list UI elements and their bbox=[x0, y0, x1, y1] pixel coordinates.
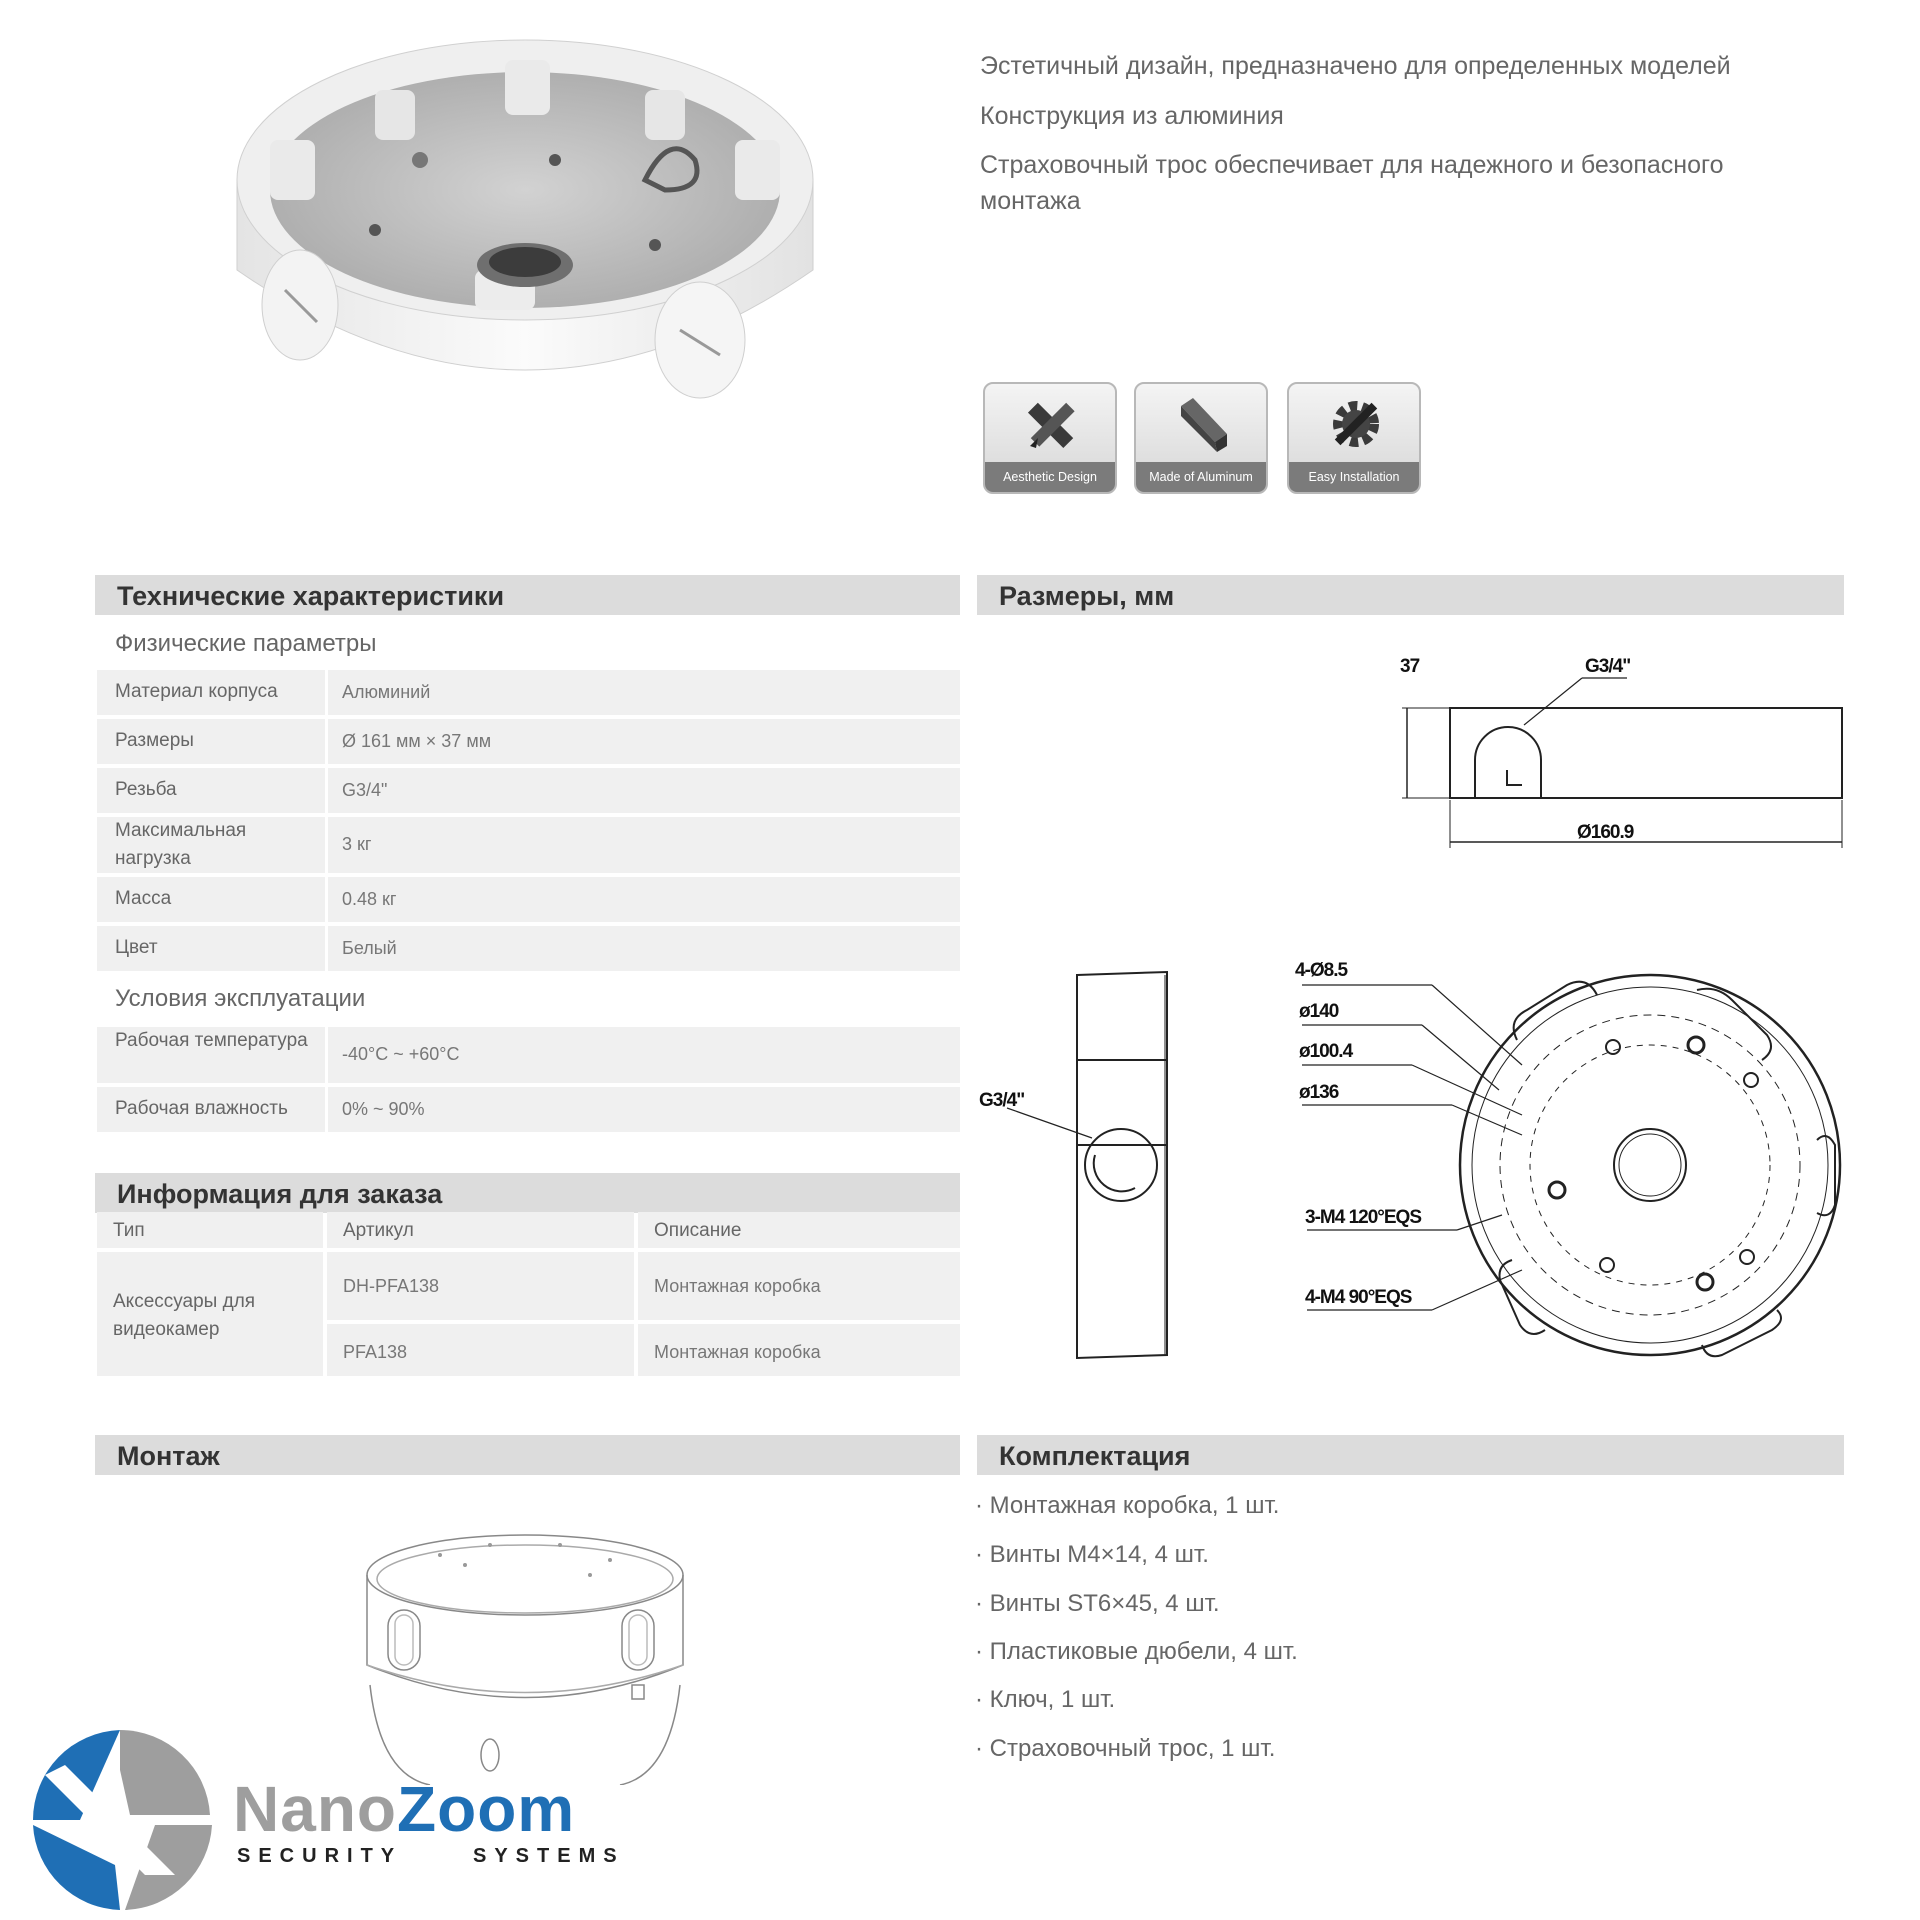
badge-label: Easy Installation bbox=[1289, 462, 1419, 492]
mounting-header: Монтаж bbox=[95, 1435, 960, 1475]
dim-m4-120-label: 3-M4 120°EQS bbox=[1305, 1207, 1421, 1228]
spec-row bbox=[97, 719, 960, 764]
order-col-type: Тип bbox=[97, 1212, 323, 1248]
product-photo bbox=[225, 30, 825, 450]
spec-label: Цвет bbox=[115, 937, 158, 958]
spec-row bbox=[97, 817, 960, 873]
dimension-drawing bbox=[977, 620, 1844, 1380]
dim-d140-label: ø140 bbox=[1299, 1001, 1339, 1022]
gear-wrench-icon bbox=[1326, 394, 1386, 454]
spec-row bbox=[97, 670, 960, 715]
logo-tagline-right: SYSTEMS bbox=[473, 1845, 625, 1867]
dim-diameter-label: Ø160.9 bbox=[1577, 822, 1634, 843]
spec-label: Материал корпуса bbox=[115, 681, 278, 702]
order-sku: PFA138 bbox=[327, 1324, 634, 1376]
spec-label: Рабочая влажность bbox=[115, 1098, 288, 1119]
spec-row bbox=[97, 1087, 960, 1132]
kit-item: · Винты M4×14, 4 шт. bbox=[975, 1541, 1209, 1568]
badge-label: Aesthetic Design bbox=[985, 462, 1115, 492]
nanozoom-logo bbox=[25, 1725, 645, 1915]
spec-row bbox=[97, 768, 960, 813]
dimensions-header: Размеры, мм bbox=[977, 575, 1844, 615]
order-desc: Монтажная коробка bbox=[638, 1324, 960, 1376]
kit-item: · Монтажная коробка, 1 шт. bbox=[975, 1492, 1280, 1519]
physical-params-title: Физические параметры bbox=[115, 630, 377, 657]
badge-label: Made of Aluminum bbox=[1136, 462, 1266, 492]
kit-item: · Пластиковые дюбели, 4 шт. bbox=[975, 1638, 1298, 1665]
spec-value: 0% ~ 90% bbox=[342, 1099, 425, 1119]
logo-tagline-left: SECURITY bbox=[237, 1845, 403, 1867]
kit-item: · Винты ST6×45, 4 шт. bbox=[975, 1590, 1220, 1617]
spec-row bbox=[97, 877, 960, 922]
badge-made-of-aluminum bbox=[1134, 382, 1268, 494]
spec-value: -40°C ~ +60°C bbox=[342, 1044, 460, 1064]
order-info-header: Информация для заказа bbox=[95, 1173, 960, 1213]
spec-label: Максимальная нагрузка bbox=[115, 820, 247, 869]
order-desc: Монтажная коробка bbox=[638, 1252, 960, 1320]
kit-item: · Ключ, 1 шт. bbox=[975, 1686, 1116, 1713]
spec-value: Белый bbox=[342, 938, 397, 958]
dim-m4-90-label: 4-M4 90°EQS bbox=[1305, 1287, 1412, 1308]
dim-holes-label: 4-Ø8.5 bbox=[1295, 960, 1348, 981]
logo-name-part1: Nano bbox=[233, 1773, 397, 1845]
spec-value: G3/4" bbox=[342, 780, 388, 800]
kit-item: · Страховочный трос, 1 шт. bbox=[975, 1735, 1276, 1762]
feature-3: Страховочный трос обеспечивает для надежного и безопасного bbox=[980, 151, 1724, 179]
logo-mark-icon bbox=[25, 1725, 220, 1915]
feature-3-cont: монтажа bbox=[980, 187, 1081, 215]
dim-thread-top-label: G3/4" bbox=[1585, 656, 1631, 677]
dim-d100-label: ø100.4 bbox=[1299, 1041, 1353, 1062]
order-type-cell: Аксессуары для видеокамер bbox=[97, 1252, 323, 1376]
spec-value: 0.48 кг bbox=[342, 889, 397, 909]
order-col-description: Описание bbox=[638, 1212, 960, 1248]
dim-thread-side-label: G3/4" bbox=[979, 1090, 1025, 1111]
spec-value: Алюминий bbox=[342, 682, 431, 702]
logo-name-part2: Zoom bbox=[397, 1773, 576, 1845]
spec-row bbox=[97, 926, 960, 971]
dim-d136-label: ø136 bbox=[1299, 1082, 1339, 1103]
spec-label: Рабочая температура bbox=[115, 1030, 308, 1051]
feature-2: Конструкция из алюминия bbox=[980, 102, 1284, 130]
spec-value: 3 кг bbox=[342, 834, 372, 854]
spec-label: Масса bbox=[115, 888, 172, 909]
spec-row bbox=[97, 1027, 960, 1083]
logo-wordmark bbox=[233, 1773, 576, 1845]
spec-label: Размеры bbox=[115, 730, 194, 751]
order-sku: DH-PFA138 bbox=[327, 1252, 634, 1320]
feature-1: Эстетичный дизайн, предназначено для определенных моделей bbox=[980, 52, 1731, 80]
dim-height-label: 37 bbox=[1400, 656, 1420, 677]
badge-easy-installation bbox=[1287, 382, 1421, 494]
badge-aesthetic-design bbox=[983, 382, 1117, 494]
aluminum-bar-icon bbox=[1173, 394, 1233, 454]
spec-label: Резьба bbox=[115, 779, 177, 800]
spec-value: Ø 161 мм × 37 мм bbox=[342, 731, 492, 751]
operating-conditions-title: Условия эксплуатации bbox=[115, 985, 366, 1012]
kit-header: Комплектация bbox=[977, 1435, 1844, 1475]
order-col-sku: Артикул bbox=[327, 1212, 634, 1248]
pencil-ruler-icon bbox=[1022, 394, 1082, 454]
specs-header: Технические характеристики bbox=[95, 575, 960, 615]
